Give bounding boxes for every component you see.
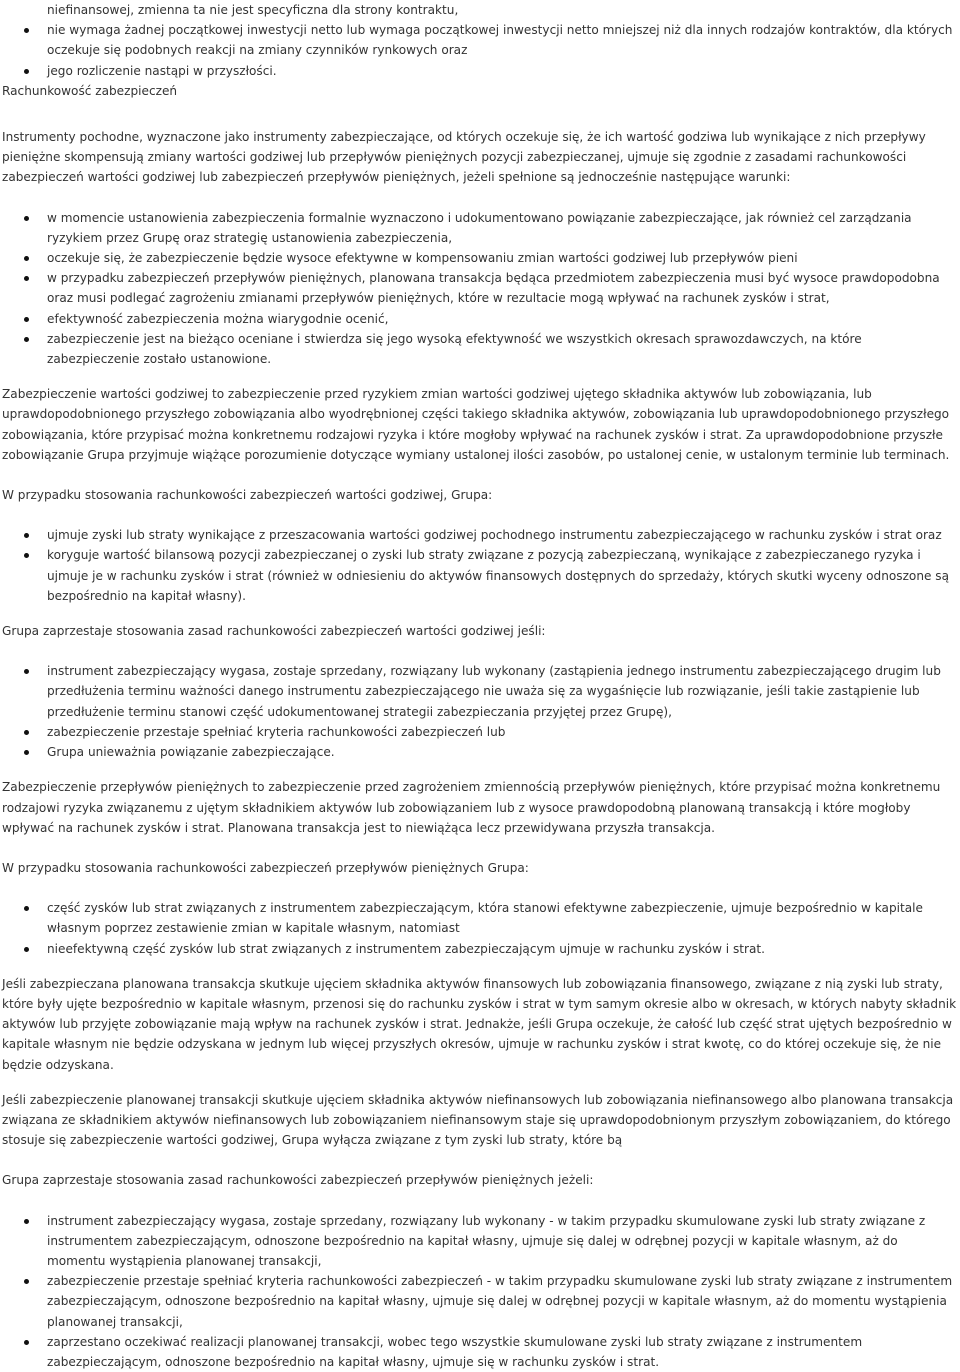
- bullet-icon: [24, 669, 29, 674]
- bullet-icon: [24, 750, 29, 755]
- cash-flow-stop-list: [2, 1211, 958, 1372]
- bullet-icon: [24, 906, 29, 911]
- fair-value-intro: W przypadku stosowania rachunkowości zabezpieczeń wartości godziwej, Grupa:: [2, 488, 493, 503]
- bullet-icon: [24, 337, 29, 342]
- list-item: Grupa unieważnia powiązanie zabezpieczające.: [2, 742, 958, 762]
- cash-flow-list: [2, 898, 958, 959]
- hedge-conditions-list: [2, 208, 958, 370]
- list-item: zabezpieczenie przestaje spełniać kryteria rachunkowości zabezpieczeń - w takim przypadku skumulowane zyski lub straty związane z instrumentem zabezpieczającym, odnoszone bezpośrednio na kapitał własny, ujmuje się dalej w odrębnej pozycji w kapitale własnym, aż do momentu wystąpienia planowanej transakcji,: [2, 1271, 958, 1332]
- section-heading: Rachunkowość zabezpieczeń: [2, 83, 178, 98]
- hedge-intro-paragraph: Instrumenty pochodne, wyznaczone jako instrumenty zabezpieczające, od których oczekuje się, że ich wartość godziwa lub wynikające z nich przepływy pieniężne skompensują zmiany wartości godziwej lub przepływów pieniężnych pozycji zabezpieczanej, ujmuje się zgodnie z zasadami rachunkowości zabezpieczeń wartości godziwej lub zabezpieczeń przepływów pieniężnych, jeżeli spełnione są jednocześnie następujące warunki:: [2, 130, 926, 185]
- list-continuation: niefinansowej, zmienna ta nie jest specyficzna dla strony kontraktu,: [47, 3, 459, 17]
- fair-value-list: [2, 525, 958, 606]
- list-item: instrument zabezpieczający wygasa, zostaje sprzedany, rozwiązany lub wykonany (zastąpienia jednego instrumentu zabezpieczającego drugim lub przedłużenia terminu ważności danego instrumentu zabezpieczającego nie uważa się za wygaśnięcie lub rozwiązanie, jeśli takie zastąpienie lub przedłużenie terminu stanowi część udokumentowanej strategii zabezpieczania przyjętej przez Grupę),: [2, 661, 958, 722]
- list-item: koryguje wartość bilansową pozycji zabezpieczanej o zyski lub straty związane z pozycją zabezpieczaną, wynikające z zabezpieczanego ryzyka i ujmuje je w rachunku zysków i strat (również w odniesieniu do aktywów finansowych dostępnych do sprzedaży, których skutki wyceny odnoszone są bezpośrednio na kapitał własny).: [2, 545, 958, 606]
- list-item: część zysków lub strat związanych z instrumentem zabezpieczającym, która stanowi efektywne zabezpieczenie, ujmuje bezpośrednio w kapitale własnym poprzez zestawienie zmian w kapitale własnym, natomiast: [2, 898, 958, 938]
- cash-flow-financial-paragraph: Jeśli zabezpieczana planowana transakcja skutkuje ujęciem składnika aktywów finansowych lub zobowiązania finansowego, związane z nią zyski lub straty, które były ujęte bezpośrednio w kapitale własnym, przenosi się do rachunku zysków i strat w tym samym okresie albo w okresach, w których nabyty składnik aktywów lub przyjęte zobowiązanie mają wpływ na rachunek zysków i strat. Jednakże, jeśli Grupa oczekuje, że całość lub część strat ujętych bezpośrednio w kapitale własnym nie będzie odzyskana w jednym lub więcej przyszłych okresów, ujmuje w rachunku zysków i strat kwotę, co do której oczekuje się, że nie będzie odzyskana.: [2, 976, 957, 1072]
- bullet-icon: [24, 69, 29, 74]
- list-item: efektywność zabezpieczenia można wiarygodnie ocenić,: [2, 309, 958, 329]
- bullet-icon: [24, 1279, 29, 1284]
- fair-value-stop-intro: Grupa zaprzestaje stosowania zasad rachunkowości zabezpieczeń wartości godziwej jeśli:: [2, 624, 546, 639]
- list-item: ujmuje zyski lub straty wynikające z przeszacowania wartości godziwej pochodnego instrumentu zabezpieczającego w rachunku zysków i strat oraz: [2, 525, 958, 545]
- list-item: zaprzestano oczekiwać realizacji planowanej transakcji, wobec tego wszystkie skumulowane zyski lub straty związane z instrumentem zabezpieczającym, odnoszone bezpośrednio na kapitał własny, ujmuje się w rachunku zysków i strat.: [2, 1332, 958, 1372]
- bullet-icon: [24, 947, 29, 952]
- bullet-icon: [24, 256, 29, 261]
- cash-flow-nonfinancial-paragraph: Jeśli zabezpieczenie planowanej transakcji skutkuje ujęciem składnika aktywów niefinansowych lub zobowiązania niefinansowego albo planowana transakcja związana ze składnikiem aktywów niefinansowych lub zobowiązaniem niefinansowym staje się uprawdopodobnionym przyszłym zobowiązaniem, do którego stosuje się zabezpieczenie wartości godziwej, Grupa wyłącza związane z tym zyski lub straty, które bą: [2, 1092, 954, 1148]
- derivative-criteria-list: [2, 20, 958, 81]
- bullet-icon: [24, 216, 29, 221]
- cash-flow-intro: W przypadku stosowania rachunkowości zabezpieczeń przepływów pieniężnych Grupa:: [2, 860, 529, 875]
- bullet-icon: [24, 1340, 29, 1345]
- list-item: nie wymaga żadnej początkowej inwestycji netto lub wymaga początkowej inwestycji netto mniejszej niż dla innych rodzajów kontraktów, dla których oczekuje się podobnych reakcji na zmiany czynników rynkowych oraz: [2, 20, 958, 60]
- list-item: instrument zabezpieczający wygasa, zostaje sprzedany, rozwiązany lub wykonany - w takim przypadku skumulowane zyski lub straty związane z instrumentem zabezpieczającym, odnoszone bezpośrednio na kapitał własny, ujmuje się dalej w odrębnej pozycji w kapitale własnym, aż do momentu wystąpienia planowanej transakcji,: [2, 1211, 958, 1272]
- bullet-icon: [24, 730, 29, 735]
- fair-value-definition: Zabezpieczenie wartości godziwej to zabezpieczenie przed ryzykiem zmian wartości godziwej ujętego składnika aktywów lub zobowiązania, lub uprawdopodobnionego przyszłego zobowiązania albo wyodrębnionej części takiego składnika aktywów, zobowiązania lub uprawdopodobnionego przyszłego zobowiązania, które przypisać można konkretnemu rodzajowi ryzyka i które mogłoby wpływać na rachunek zysków i strat. Za uprawdopodobnione przyszłe zobowiązanie Grupa przyjmuje wiążące porozumienie dotyczące wymiany ustalonej ilości zasobów, po ustalonej cenie, w ustalonym terminie lub terminach.: [2, 387, 950, 462]
- cash-flow-definition: Zabezpieczenie przepływów pieniężnych to zabezpieczenie przed zagrożeniem zmiennością przepływów pieniężnych, które przypisać można konkretnemu rodzajowi ryzyka związanemu z ujętym składnikiem aktywów lub zobowiązaniem lub z wysoce prawdopodobną planowaną transakcją i które mogłoby wpływać na rachunek zysków i strat. Planowana transakcja jest to niewiążąca lecz przewidywana przyszła transakcja.: [2, 780, 941, 835]
- list-item: oczekuje się, że zabezpieczenie będzie wysoce efektywne w kompensowaniu zmian wartości godziwej lub przepływów pieni: [2, 248, 958, 268]
- bullet-icon: [24, 317, 29, 322]
- list-item: w momencie ustanowienia zabezpieczenia formalnie wyznaczono i udokumentowano powiązanie zabezpieczające, jak również cel zarządzania ryzykiem przez Grupę oraz strategię ustanowienia zabezpieczenia,: [2, 208, 958, 248]
- bullet-icon: [24, 1219, 29, 1224]
- list-item: zabezpieczenie jest na bieżąco oceniane i stwierdza się jego wysoką efektywność we wszystkich okresach sprawozdawczych, na które zabezpieczenie zostało ustanowione.: [2, 329, 958, 369]
- cash-flow-stop-intro: Grupa zaprzestaje stosowania zasad rachunkowości zabezpieczeń przepływów pieniężnych jeżeli:: [2, 1173, 594, 1188]
- list-item: w przypadku zabezpieczeń przepływów pieniężnych, planowana transakcja będąca przedmiotem zabezpieczenia musi być wysoce prawdopodobna oraz musi podlegać zagrożeniu zmianami przepływów pieniężnych, które w rezultacie mogą wpływać na rachunek zysków i strat,: [2, 268, 958, 308]
- list-item: jego rozliczenie nastąpi w przyszłości.: [2, 61, 958, 81]
- list-item: zabezpieczenie przestaje spełniać kryteria rachunkowości zabezpieczeń lub: [2, 722, 958, 742]
- fair-value-stop-list: [2, 661, 958, 762]
- bullet-icon: [24, 28, 29, 33]
- bullet-icon: [24, 553, 29, 558]
- bullet-icon: [24, 533, 29, 538]
- list-item: nieefektywną część zysków lub strat związanych z instrumentem zabezpieczającym ujmuje w rachunku zysków i strat.: [2, 939, 958, 959]
- bullet-icon: [24, 276, 29, 281]
